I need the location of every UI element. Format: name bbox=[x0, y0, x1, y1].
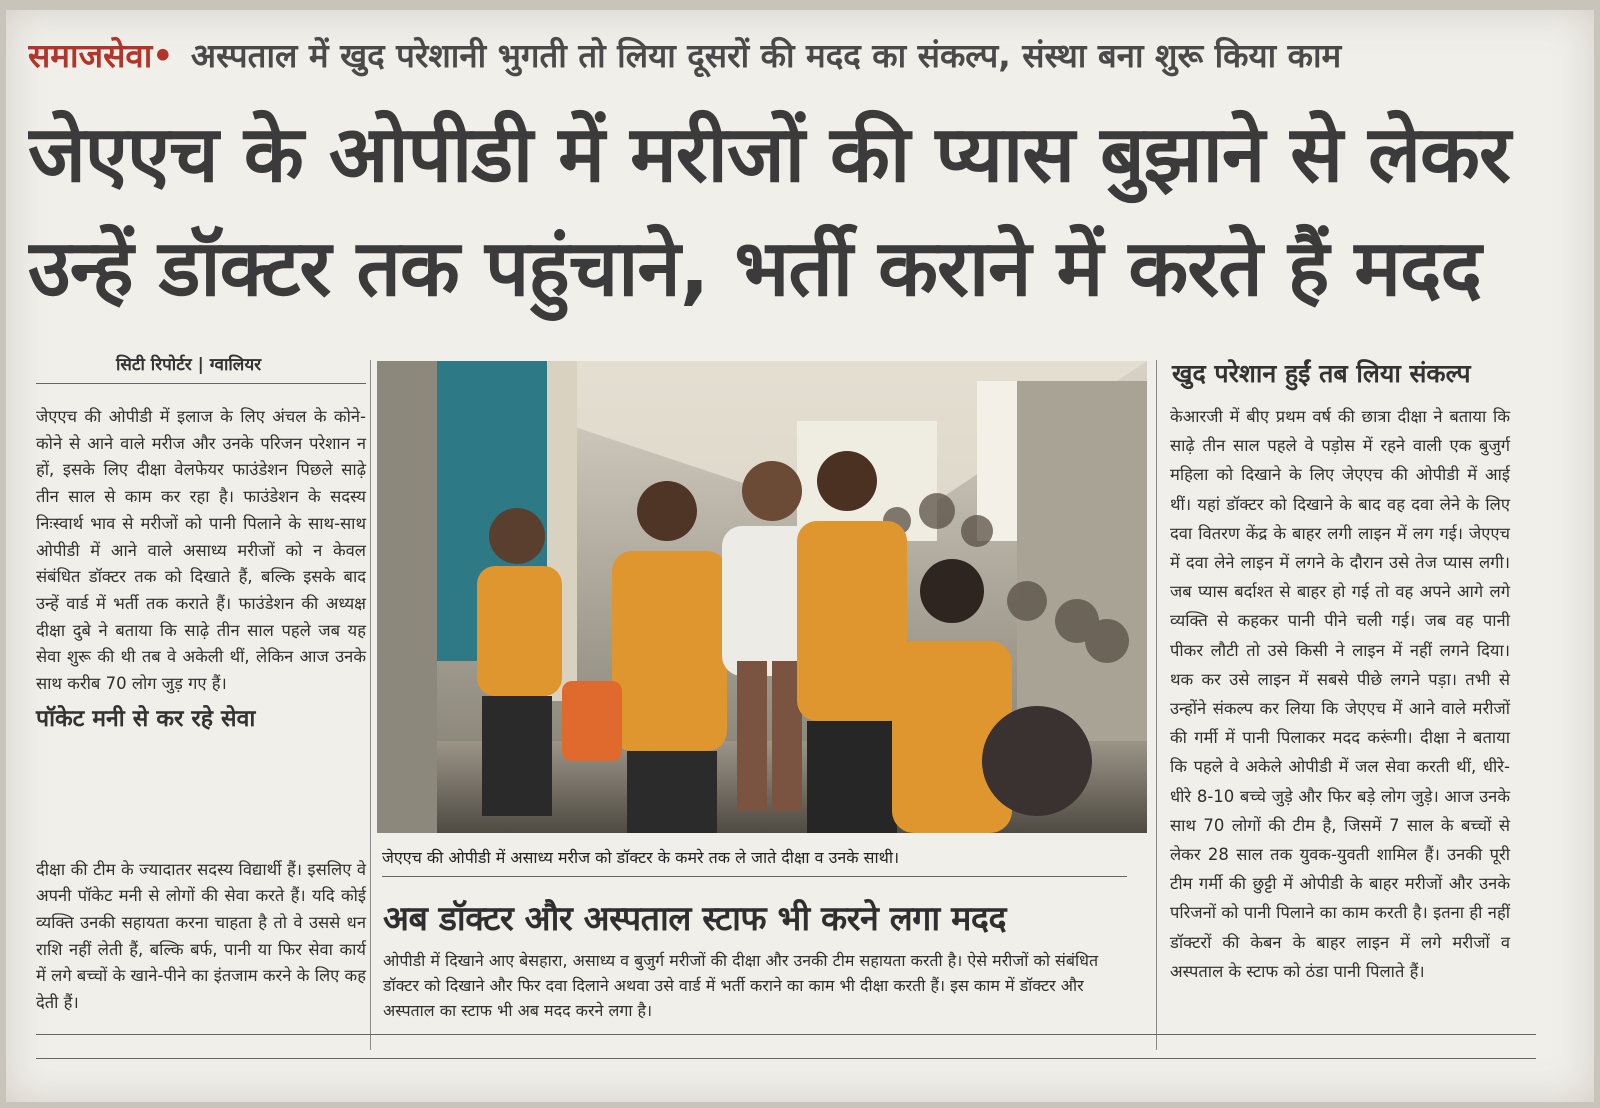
left-column-continued bbox=[36, 840, 366, 1033]
kicker-text: अस्पताल में खुद परेशानी भुगती तो लिया दूसरों की मदद का संकल्प, संस्था बना शुरू किया काम bbox=[190, 36, 1342, 75]
column-divider-right bbox=[1156, 360, 1157, 1050]
left-column bbox=[36, 404, 366, 754]
middle-section bbox=[383, 948, 1125, 1023]
caption-divider bbox=[382, 876, 1127, 877]
photo-caption: जेएएच की ओपीडी में असाध्य मरीज को डॉक्टर के कमरे तक ले जाते दीक्षा व उनके साथी। bbox=[382, 848, 900, 867]
kicker-line bbox=[28, 32, 1568, 78]
kicker-bullet: • bbox=[152, 36, 174, 75]
right-column bbox=[1170, 402, 1510, 986]
kicker-tag: समाजसेवा bbox=[28, 36, 153, 75]
byline: सिटी रिपोर्टर | ग्वालियर bbox=[116, 355, 262, 375]
right-column-body: केआरजी में बीए प्रथम वर्ष की छात्रा दीक्षा ने बताया कि साढ़े तीन साल पहले वे पड़ोस में रहने वाली एक बुजुर्ग महिला को दिखाने के लिए जेएएच की ओपीडी में आई थीं। यहां डॉक्टर को दिखाने के बाद वह दवा लेने के लिए दवा वितरण केंद्र के बाहर लगी लाइन में लग गई। जेएएच में दवा लेने लाइन में लगने के दौरान उसे तेज प्यास लगी। जब प्यास बर्दाश्त से बाहर हो गई तो वह अपने आगे लगे व्यक्ति से कहकर पानी पीने चली गई। जब वह पानी पीकर लौटी तो उसे किसी ने लाइन में नहीं लगने दिया। थक कर उसे लाइन में सबसे पीछे लगने पड़ा। तभी से उन्होंने संकल्प कर लिया कि जेएएच में आने वाले मरीजों की गर्मी में पानी पिलाकर मदद करूंगी। दीक्षा ने बताया कि पहले वे अकेले ओपीडी में जल सेवा करती थीं, धीरे-धीरे 8-10 बच्चे जुड़े और फिर बड़े लोग जुड़े। आज उनके साथ 70 लोगों की टीम है, जिसमें 7 साल के बच्चों से लेकर 28 साल तक युवक-युवती शामिल हैं। उनकी पूरी टीम गर्मी की छुट्टी में ओपीडी के बाहर मरीजों और उनके परिजनों को पानी पिलाने का काम करती है। इतना ही नहीं डॉक्टरों की केबन के बाहर लाइन में लगे मरीजों व अस्पताल के स्टाफ को ठंडा पानी पिलाते हैं। bbox=[1170, 407, 1510, 981]
middle-section-body: ओपीडी में दिखाने आए बेसहारा, असाध्य व बुजुर्ग मरीजों की दीक्षा और उनकी टीम सहायता करती है। ऐसे मरीजों को संबंधित डॉक्टर को दिखाने और फिर दवा दिलाने अथवा उसे वार्ड में भर्ती कराने का काम भी दीक्षा करती हैं। इस काम में डॉक्टर और अस्पताल का स्टाफ भी अब मदद करने लगा है। bbox=[383, 951, 1099, 1020]
headline-line-2: उन्हें डॉक्टर तक पहुंचाने, भर्ती कराने में करते हैं मदद bbox=[28, 224, 1481, 314]
left-column-body-2: दीक्षा की टीम के ज्यादातर सदस्य विद्यार्थी हैं। इसलिए वे अपनी पॉकेट मनी से लोगों की सेवा करते हैं। यदि कोई व्यक्ति उनकी सहायता करना चाहता है तो वे उससे धन राशि नहीं लेती हैं, बल्कि बर्फ, पानी या फिर सेवा कार्य में लगे बच्चों के खाने-पीने का इंतजाम करने के लिए कह देती हैं। bbox=[36, 859, 366, 1013]
bottom-rule-2 bbox=[36, 1058, 1536, 1059]
news-photo bbox=[377, 361, 1147, 833]
headline bbox=[28, 98, 1568, 326]
photo-illustration bbox=[377, 361, 1147, 833]
headline-line-1: जेएएच के ओपीडी में मरीजों की प्यास बुझाने से लेकर bbox=[28, 110, 1510, 200]
left-subhead: पॉकेट मनी से कर रहे सेवा bbox=[36, 705, 256, 732]
byline-divider bbox=[36, 383, 366, 384]
bottom-rule bbox=[36, 1034, 1536, 1035]
right-column-title: खुद परेशान हुईं तब लिया संकल्प bbox=[1172, 359, 1471, 388]
middle-section-title: अब डॉक्टर और अस्पताल स्टाफ भी करने लगा मदद bbox=[383, 899, 1007, 939]
left-column-body: जेएएच की ओपीडी में इलाज के लिए अंचल के कोने-कोने से आने वाले मरीज और उनके परिजन परेशान न हों, इसके लिए दीक्षा वेलफेयर फाउंडेशन पिछले साढ़े तीन साल से काम कर रहा है। फाउंडेशन के सदस्य निःस्वार्थ भाव से मरीजों को पानी पिलाने के साथ-साथ ओपीडी में आने वाले असाध्य मरीजों को न केवल संबंधित डॉक्टर तक को दिखाते हैं, बल्कि इसके बाद उन्हें वार्ड में भर्ती तक कराते हैं। फाउंडेशन की अध्यक्ष दीक्षा दुबे ने बताया कि साढ़े तीन साल पहले जब यह सेवा शुरू की थी तब वे अकेली थीं, लेकिन आज उनके साथ करीब 70 लोग जुड़ गए हैं। bbox=[36, 407, 366, 694]
column-divider-left bbox=[370, 360, 371, 1050]
